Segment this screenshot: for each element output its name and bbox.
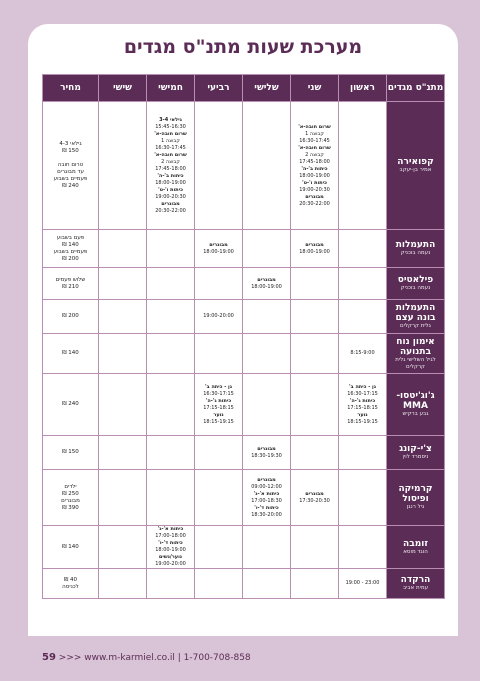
session-text: 19:00-20:30 xyxy=(155,193,186,200)
class-name: הרקדה xyxy=(400,575,431,585)
price-text: 240 ₪ xyxy=(62,183,79,189)
price-text: 210 ₪ xyxy=(62,283,79,290)
class-name-cell xyxy=(387,436,445,470)
session-text: 8:15-9:00 xyxy=(350,350,375,356)
schedule-cell xyxy=(195,374,243,436)
session-text: מבוגרים xyxy=(305,490,324,497)
session-text: שרום חובה-א' xyxy=(298,144,331,151)
session-text: 09:00-12:00 xyxy=(251,483,282,490)
session-text: 17:30-20:30 xyxy=(299,497,330,504)
session-text: מבוגרים xyxy=(209,241,228,248)
session-text: 16:30-17:15 xyxy=(203,390,234,397)
session-text: 15:45-16:30 xyxy=(155,123,186,130)
schedule-row xyxy=(43,526,445,569)
session-text: מבוגרים xyxy=(257,276,276,283)
schedule-cell xyxy=(243,470,291,526)
schedule-row xyxy=(43,569,445,599)
instructor-name: גלית קרקלים xyxy=(400,323,431,329)
session-text: 20:30-22:00 xyxy=(155,207,186,214)
session-text: כיתות ו'-ט' xyxy=(302,179,327,186)
price-cell xyxy=(43,334,99,374)
session-text: 16:30-17:45 xyxy=(155,144,186,151)
schedule-cell xyxy=(291,268,339,300)
session-text: שרום חובה-א' xyxy=(154,130,187,137)
page-number: 59 xyxy=(42,652,56,663)
schedule-cell xyxy=(243,230,291,268)
schedule-cell xyxy=(339,569,387,599)
arrows: >>> xyxy=(58,653,82,663)
schedule-cell xyxy=(243,102,291,230)
price-text: פעמיים בשבוע xyxy=(53,176,88,182)
header-row xyxy=(43,75,445,102)
schedule-cell xyxy=(147,470,195,526)
price-text: פעם בשבוע xyxy=(56,234,85,241)
schedule-cell xyxy=(243,569,291,599)
instructor-name: גבע ברקיש xyxy=(402,411,429,417)
column-header: מחיר xyxy=(43,75,99,102)
price-cell xyxy=(43,300,99,334)
price-text: 150 ₪ xyxy=(62,449,79,455)
price-text: שלוש פעמים xyxy=(55,276,86,283)
column-header: שלישי xyxy=(243,75,291,102)
class-name: קפואירה xyxy=(397,157,434,167)
schedule-cell xyxy=(99,230,147,268)
phone-number: 1-700-708-858 xyxy=(183,653,251,663)
schedule-cell xyxy=(195,230,243,268)
class-name-cell xyxy=(387,300,445,334)
session-text: כיתות ג'-ה' xyxy=(205,397,232,404)
session-text: 19:00-20:00 xyxy=(203,313,234,319)
price-cell xyxy=(43,436,99,470)
column-header: שישי xyxy=(99,75,147,102)
price-text: 150 ₪ xyxy=(62,148,79,154)
session-text: 18:00-19:00 xyxy=(155,547,186,553)
session-text: 18:00-19:00 xyxy=(299,172,330,179)
schedule-cell xyxy=(291,374,339,436)
instructor-name: נעמה בוכניק xyxy=(400,285,431,291)
price-text: 200 ₪ xyxy=(62,255,79,262)
schedule-cell xyxy=(99,300,147,334)
class-name: ג'וג'יטסו- MMA xyxy=(396,391,435,411)
class-name: התעמלות xyxy=(395,240,436,250)
schedule-cell xyxy=(99,436,147,470)
session-text: קבוצה 2 xyxy=(305,151,324,158)
session-text: 18:30-19:30 xyxy=(251,452,282,459)
schedule-row xyxy=(43,436,445,470)
schedule-cell xyxy=(243,526,291,569)
price-text: מבוגרים xyxy=(61,497,80,504)
schedule-cell xyxy=(339,526,387,569)
schedule-cell xyxy=(147,526,195,569)
schedule-cell xyxy=(195,334,243,374)
session-text: 17:00-18:00 xyxy=(155,533,186,539)
instructor-name: נעמה בוכניק xyxy=(400,250,431,256)
price-text: עד מבוגרים xyxy=(57,169,84,175)
schedule-table xyxy=(42,74,445,599)
session-text: מבוגרים xyxy=(257,476,276,483)
schedule-cell xyxy=(147,102,195,230)
schedule-row xyxy=(43,470,445,526)
schedule-cell xyxy=(99,102,147,230)
schedule-cell xyxy=(339,300,387,334)
schedule-cell xyxy=(99,334,147,374)
price-cell xyxy=(43,268,99,300)
schedule-cell xyxy=(339,268,387,300)
schedule-row xyxy=(43,102,445,230)
class-name-cell xyxy=(387,334,445,374)
session-text: 18:00-19:00 xyxy=(203,248,234,255)
class-name-cell xyxy=(387,230,445,268)
price-cell xyxy=(43,526,99,569)
schedule-row xyxy=(43,334,445,374)
schedule-cell xyxy=(147,230,195,268)
class-name: זומבה xyxy=(403,538,428,549)
schedule-cell xyxy=(195,268,243,300)
instructor-name: גיל רנגן xyxy=(406,504,425,510)
session-text: קבוצה 2 xyxy=(161,158,180,165)
schedule-body xyxy=(43,102,445,599)
price-cell xyxy=(43,374,99,436)
schedule-cell xyxy=(195,102,243,230)
schedule-cell xyxy=(147,300,195,334)
session-text: גן - כיתה ב' xyxy=(349,383,376,390)
session-text: 17:45-18:00 xyxy=(299,158,330,165)
session-text: מבוגרים xyxy=(257,445,276,452)
page-title: מערכת שעות מתנ"ס מגדים xyxy=(123,36,363,58)
schedule-cell xyxy=(99,268,147,300)
schedule-row xyxy=(43,268,445,300)
page-footer xyxy=(42,652,251,663)
session-text: 17:15-18:15 xyxy=(347,404,378,411)
session-text: 17:00-18:30 xyxy=(251,497,282,504)
instructor-name: לגיל השלישי גלית קרקלים xyxy=(395,356,436,370)
session-text: כיתות ב'-ה' xyxy=(301,165,328,172)
class-name: אימון נוח בתנועה xyxy=(396,336,435,357)
price-text: פעמיים בשבוע xyxy=(53,248,88,255)
price-text: 140 ₪ xyxy=(62,350,79,356)
session-text: כיתות ג'-ה' xyxy=(349,397,376,404)
price-text: לכניסה xyxy=(62,583,79,590)
session-text: 18:00-19:00 xyxy=(251,283,282,290)
session-text: 18:15-19:15 xyxy=(347,418,378,425)
schedule-cell xyxy=(147,268,195,300)
session-text: שרום חובה-א' xyxy=(154,151,187,158)
session-text: שרום חובה-א' xyxy=(298,123,331,130)
price-text: 390 ₪ xyxy=(62,504,79,511)
session-text: נוער xyxy=(213,411,224,418)
session-text: 18:15-19:15 xyxy=(203,418,234,425)
schedule-cell xyxy=(243,334,291,374)
session-text: כיתות א'-ג' xyxy=(157,526,184,532)
schedule-cell xyxy=(147,569,195,599)
price-text: 140 ₪ xyxy=(62,241,79,248)
session-text: 20:30-22:00 xyxy=(299,200,330,207)
schedule-cell xyxy=(99,470,147,526)
separator: | xyxy=(177,653,184,663)
schedule-cell xyxy=(147,374,195,436)
schedule-sheet xyxy=(28,24,458,636)
column-header: ראשון xyxy=(339,75,387,102)
session-text: גן - כיתה ב' xyxy=(205,383,232,390)
session-text: נוער xyxy=(357,411,368,418)
class-name-cell xyxy=(387,526,445,569)
schedule-cell xyxy=(291,569,339,599)
schedule-cell xyxy=(339,334,387,374)
price-text: 250 ₪ xyxy=(62,490,79,497)
schedule-row xyxy=(43,230,445,268)
schedule-cell xyxy=(339,102,387,230)
schedule-row xyxy=(43,300,445,334)
price-cell xyxy=(43,470,99,526)
session-text: גילאי 3-4 xyxy=(159,116,182,123)
instructor-name: עמית אביב xyxy=(402,585,429,591)
schedule-cell xyxy=(339,230,387,268)
price-text: טרום חובה xyxy=(57,162,84,168)
session-text: כיתות א'-ג' xyxy=(253,490,280,497)
class-name-cell xyxy=(387,470,445,526)
schedule-cell xyxy=(195,436,243,470)
column-header: שני xyxy=(291,75,339,102)
session-text: 23:00 - 19:00 xyxy=(345,580,380,586)
schedule-cell xyxy=(147,334,195,374)
schedule-cell xyxy=(195,470,243,526)
class-name-cell xyxy=(387,268,445,300)
class-name-cell xyxy=(387,569,445,599)
session-text: 19:00-20:00 xyxy=(155,561,186,567)
session-text: כיתות ב'-ה' xyxy=(157,172,184,179)
schedule-cell xyxy=(291,526,339,569)
class-name: צ'י-קונג xyxy=(399,444,432,454)
price-text: 40 ₪ xyxy=(63,576,78,583)
schedule-cell xyxy=(339,374,387,436)
class-name-cell xyxy=(387,102,445,230)
schedule-cell xyxy=(291,334,339,374)
schedule-cell xyxy=(291,230,339,268)
website-link[interactable]: www.m-karmiel.co.il xyxy=(84,653,175,663)
schedule-cell xyxy=(99,569,147,599)
price-text xyxy=(43,155,98,162)
price-text: ילדים xyxy=(64,483,77,490)
instructor-name: הוגד מוסא xyxy=(403,548,428,555)
session-text: קבוצה 1 xyxy=(161,137,180,144)
price-text: 240 ₪ xyxy=(62,401,79,407)
session-text: מבוגרים xyxy=(161,200,180,207)
session-text: כיתות ד'-ו' xyxy=(158,540,183,546)
session-text: 18:00-19:00 xyxy=(299,248,330,255)
schedule-cell xyxy=(291,436,339,470)
schedule-cell xyxy=(243,300,291,334)
session-text: כיתות ד'-ו' xyxy=(254,504,279,511)
schedule-cell xyxy=(195,300,243,334)
price-text: 200 ₪ xyxy=(62,313,79,319)
session-text: 16:30-17:15 xyxy=(347,390,378,397)
class-name: קרמיקה ופיסול xyxy=(398,484,433,504)
schedule-cell xyxy=(339,436,387,470)
schedule-cell xyxy=(243,268,291,300)
column-header: מתנ"ס מגדים xyxy=(387,75,445,102)
session-text: 16:30-17:45 xyxy=(299,137,330,144)
price-cell xyxy=(43,569,99,599)
column-header: חמישי xyxy=(147,75,195,102)
schedule-cell xyxy=(291,102,339,230)
schedule-cell xyxy=(195,569,243,599)
session-text: מבוגרים xyxy=(305,193,324,200)
schedule-cell xyxy=(243,374,291,436)
class-name: התעמלות בונה עצם xyxy=(395,303,436,323)
price-cell xyxy=(43,102,99,230)
instructor-name: אמיר בן-יעקב xyxy=(399,167,432,173)
session-text: 17:45-18:00 xyxy=(155,165,186,172)
session-text: 18:00-19:00 xyxy=(155,179,186,186)
session-text: קבוצה 1 xyxy=(305,130,324,137)
session-text: 17:15-18:15 xyxy=(203,404,234,411)
schedule-cell xyxy=(195,526,243,569)
session-text: 18:30-20:00 xyxy=(251,511,282,518)
schedule-cell xyxy=(243,436,291,470)
schedule-cell xyxy=(339,470,387,526)
session-text: כיתות ו'-ט' xyxy=(158,186,183,193)
price-cell xyxy=(43,230,99,268)
schedule-cell xyxy=(99,374,147,436)
class-name: פילאטיס xyxy=(397,275,434,285)
schedule-cell xyxy=(147,436,195,470)
schedule-cell xyxy=(99,526,147,569)
schedule-row xyxy=(43,374,445,436)
price-text: 140 ₪ xyxy=(62,543,79,550)
session-text: 19:00-20:30 xyxy=(299,186,330,193)
schedule-cell xyxy=(291,300,339,334)
schedule-cell xyxy=(291,470,339,526)
session-text: נוער/נשים xyxy=(158,554,183,560)
class-name-cell xyxy=(387,374,445,436)
instructor-name: ניסמרד לוין xyxy=(402,454,429,460)
column-header: רביעי xyxy=(195,75,243,102)
price-text: גילאי 4-3 xyxy=(59,141,82,147)
session-text: מבוגרים xyxy=(305,241,324,248)
